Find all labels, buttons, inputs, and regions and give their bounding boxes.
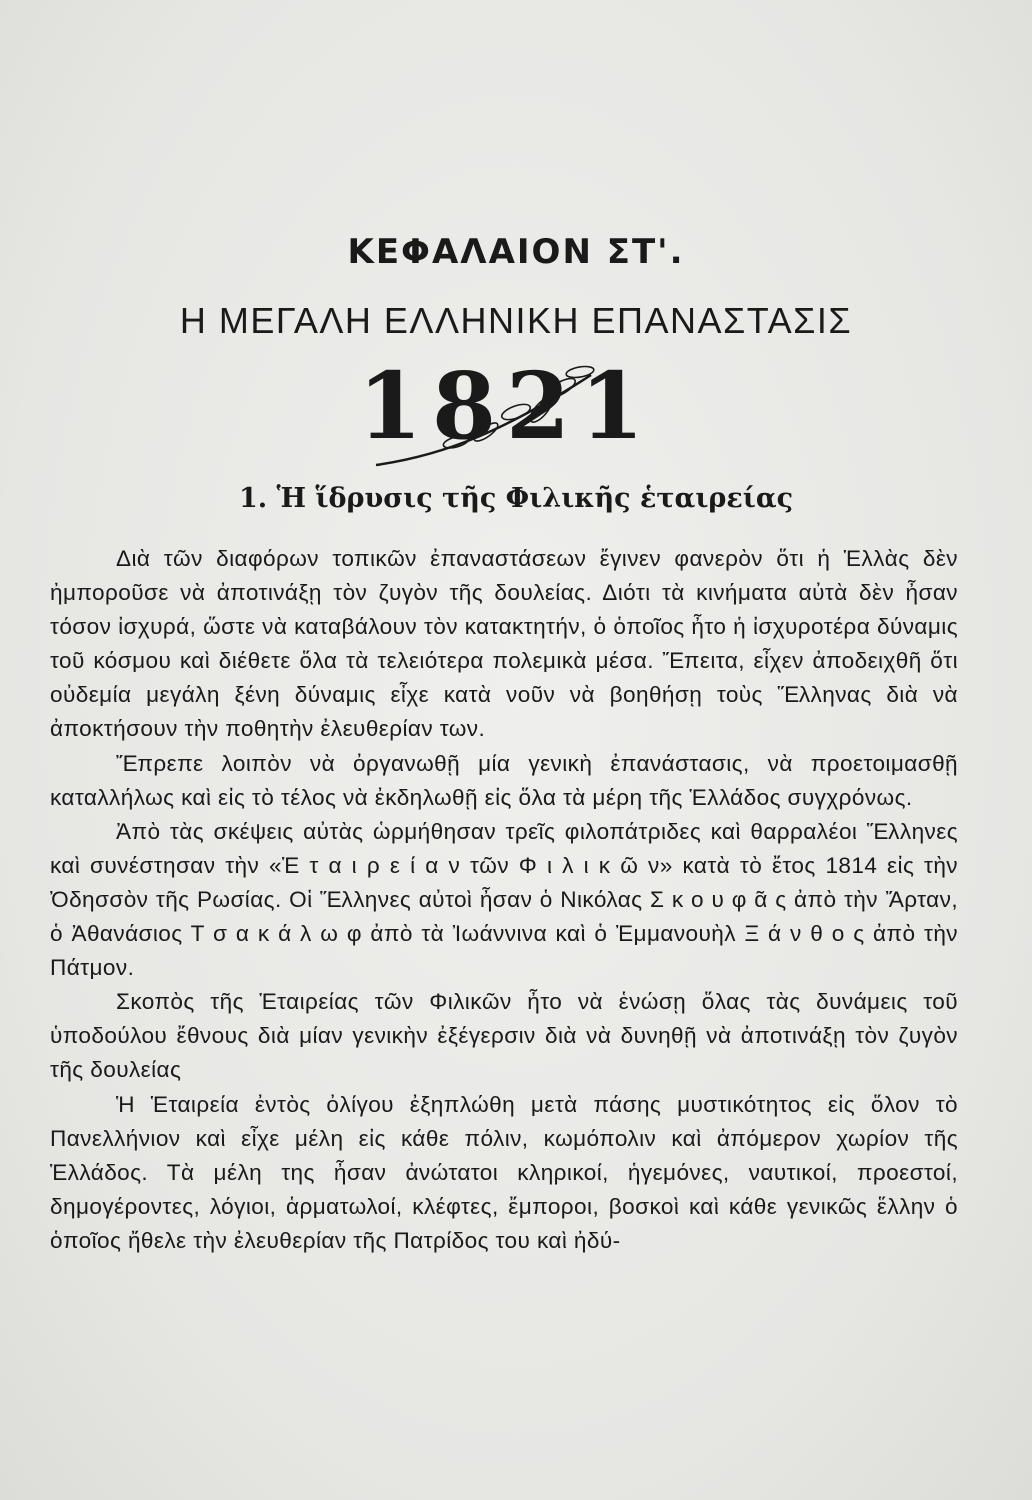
paragraph: Σκοπὸς τῆς Ἑταιρείας τῶν Φιλικῶν ἦτο νὰ ἑνώσῃ ὅλας τὰς δυνάμεις τοῦ ὑποδούλου ἔθνους διὰ μίαν γενικὴν ἐξέγερσιν διὰ νὰ δυνηθῇ νὰ ἀποτινάξῃ τὸν ζυγὸν τῆς δουλείας: [50, 989, 958, 1083]
paragraph: Διὰ τῶν διαφόρων τοπικῶν ἐπαναστάσεων ἔγινεν φανερὸν ὅτι ἡ Ἑλλὰς δὲν ἠμποροῦσε νὰ ἀποτινάξῃ τὸν ζυγὸν τῆς δουλείας. Διότι τὰ κινήματα αὐτὰ δὲν ἦσαν τόσον ἰσχυρά, ὥστε νὰ καταβάλουν τὸν κατακτητήν, ὁ ὁποῖος ἦτο ἡ ἰσχυροτέρα δύναμις τοῦ κόσμου καὶ διέθετε ὅλα τὰ τελειότερα πολεμικὰ μέσα. Ἔπειτα, εἶχεν ἀποδειχθῆ ὅτι οὐδεμία μεγάλη ξένη δύναμις εἶχε κατὰ νοῦν νὰ βοηθήσῃ τοὺς Ἕλληνας διὰ νὰ ἀποκτήσουν τὴν ποθητὴν ἐλευθερίαν των.: [50, 546, 958, 742]
laurel-year-graphic: [336, 360, 676, 480]
paragraph: Ἀπὸ τὰς σκέψεις αὐτὰς ὡρμήθησαν τρεῖς φιλοπάτριδες καὶ θαρραλέοι Ἕλληνες καὶ συνέστησαν τὴν «Ἑ τ α ι ρ ε ί α ν τῶν Φ ι λ ι κ ῶ ν» κατὰ τὸ ἔτος 1814 εἰς τὴν Ὀδησσὸν τῆς Ρωσίας. Οἱ Ἕλληνες αὐτοὶ ἦσαν ὁ Νικόλας Σ κ ο υ φ ᾶ ς ἀπὸ τὴν Ἄρταν, ὁ Ἀθανάσιος Τ σ α κ ά λ ω φ ἀπὸ τὰ Ἰωάννινα καὶ ὁ Ἐμμανουὴλ Ξ ά ν θ ο ς ἀπὸ τὴν Πάτμον.: [50, 818, 958, 981]
body-text: [50, 542, 958, 1258]
year-text: 1821: [357, 360, 655, 460]
paragraph: Ἔπρεπε λοιπὸν νὰ ὀργανωθῇ μία γενικὴ ἐπανάστασις, νὰ προετοιμασθῇ καταλλήλως καὶ εἰς τὸ τέλος νὰ ἐκδηλωθῇ εἰς ὅλα τὰ μέρη τῆς Ἑλλάδος συγχρόνως.: [50, 750, 958, 810]
year-emblem: [336, 360, 676, 480]
chapter-subtitle: Η ΜΕΓΑΛΗ ΕΛΛΗΝΙΚΗ ΕΠΑΝΑΣΤΑΣΙΣ: [179, 300, 853, 341]
chapter-title: ΚΕΦΑΛΑΙΟΝ ΣΤ'.: [347, 232, 685, 272]
section-heading: 1. Ἡ ἵδρυσις τῆς Φιλικῆς ἑταιρείας: [238, 483, 794, 514]
paragraph: Ἡ Ἑταιρεία ἐντὸς ὀλίγου ἐξηπλώθη μετὰ πάσης μυστικότητος εἰς ὅλον τὸ Πανελλήνιον καὶ εἶχε μέλη εἰς κάθε πόλιν, κωμόπολιν καὶ ἀπόμερον χωρίον τῆς Ἑλλάδος. Τὰ μέλη της ἦσαν ἀνώτατοι κληρικοί, ἡγεμόνες, ναυτικοί, προεστοί, δημογέροντες, λόγιοι, ἁρματωλοί, κλέφτες, ἔμποροι, βοσκοὶ καὶ κάθε γενικῶς ἕλλην ὁ ὁποῖος ἤθελε τὴν ἐλευθερίαν τῆς Πατρίδος του καὶ ἠδύ-: [50, 1091, 958, 1253]
